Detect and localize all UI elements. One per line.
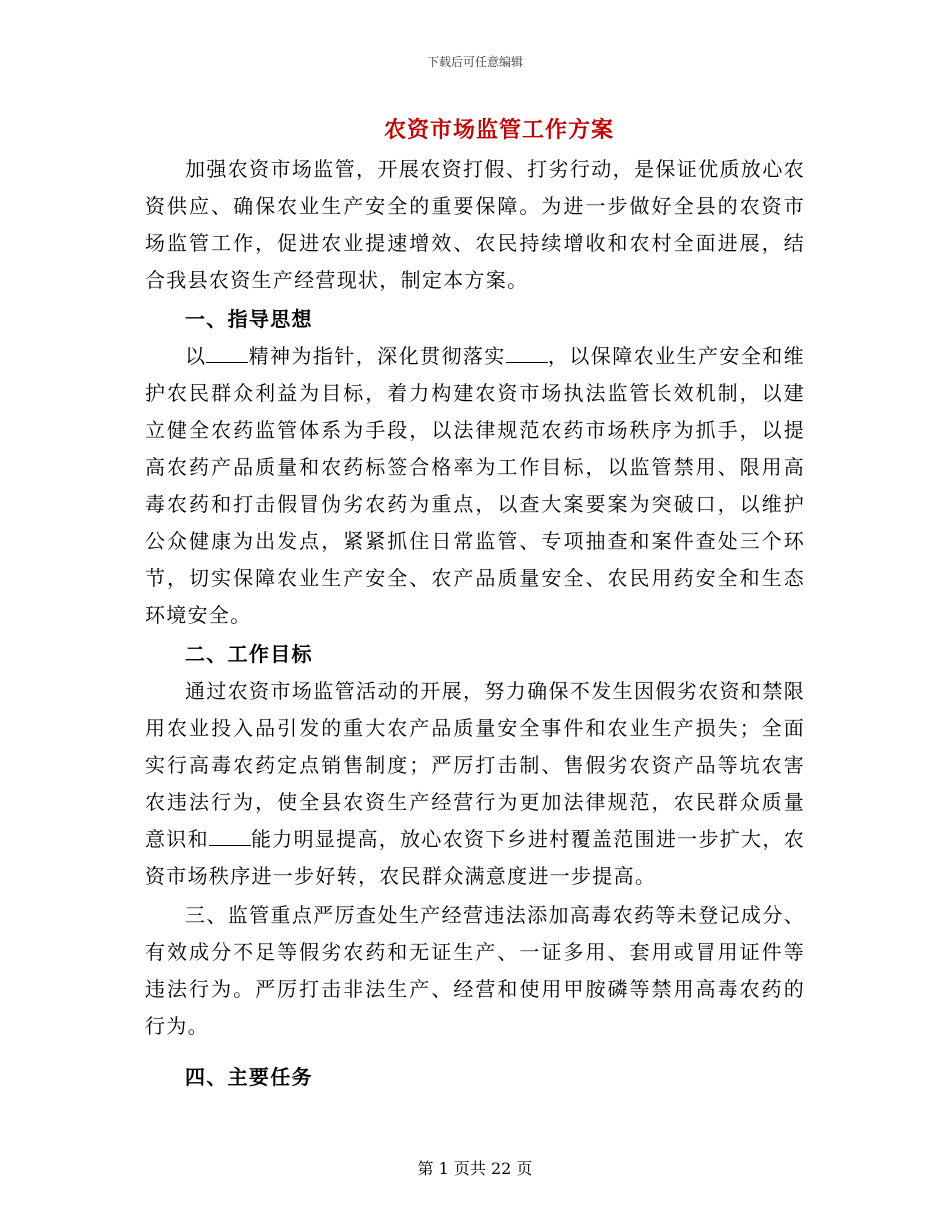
supervision-focus-paragraph: 三、监管重点严厉查处生产经营违法添加高毒农药等未登记成分、有效成分不足等假劣农药和无证生产、一证多用、套用或冒用证件等违法行为。严厉打击非法生产、经营和使用甲胺磷等禁用高毒农药的行为。 bbox=[145, 903, 805, 1038]
section-heading-work-goals: 二、工作目标 bbox=[185, 642, 313, 666]
blank-line bbox=[206, 344, 248, 363]
document-title: 农资市场监管工作方案 bbox=[383, 118, 614, 143]
page-footer: 第 1 页共 22 页 bbox=[417, 1159, 533, 1178]
section-heading-guiding-ideology: 一、指导思想 bbox=[185, 307, 313, 331]
section-heading-main-tasks: 四、主要任务 bbox=[185, 1065, 313, 1089]
intro-paragraph: 加强农资市场监管，开展农资打假、打劣行动，是保证优质放心农资供应、确保农业生产安全的重要保障。为进一步做好全县的农资市场监管工作，促进农业提速增效、农民持续增收和农村全面进展，结合我县农资生产经营现状，制定本方案。 bbox=[145, 157, 805, 292]
blank-line bbox=[209, 827, 251, 846]
paragraph-text: 通过农资市场监管活动的开展，努力确保不发生因假劣农资和禁限用农业投入品引发的重大农产品质量安全事件和农业生产损失；全面实行高毒农药定点销售制度；严厉打击制、售假劣农资产品等坑农害农违法行为，使全县农资生产经营行为更加法律规范，农民群众质量意识和 bbox=[145, 679, 805, 851]
paragraph-text: ，以保障农业生产安全和维护农民群众利益为目标，着力构建农资市场执法监管长效机制，以建立健全农药监管体系为手段，以法律规范农药市场秩序为抓手，以提高农药产品质量和农药标签合格率为工作目标，以监管禁用、限用高毒农药和打击假冒伪劣农药为重点，以查大案要案为突破口，以维护公众健康为出发点，紧紧抓住日常监管、专项抽查和案件查处三个环节，切实保障农业生产安全、农产品质量安全、农民用药安全和生态环境安全。 bbox=[145, 344, 805, 627]
guiding-ideology-paragraph bbox=[145, 338, 805, 634]
paragraph-text: 能力明显提高，放心农资下乡进村覆盖范围进一步扩大，农资市场秩序进一步好转，农民群众满意度进一步提高。 bbox=[145, 827, 805, 888]
header-note: 下载后可任意编辑 bbox=[426, 55, 523, 69]
paragraph-text: 以 bbox=[185, 344, 207, 368]
paragraph-text: 精神为指针，深化贯彻落实 bbox=[248, 344, 506, 368]
work-goals-paragraph bbox=[145, 673, 805, 895]
document-body bbox=[145, 151, 805, 1096]
blank-line bbox=[506, 344, 548, 363]
